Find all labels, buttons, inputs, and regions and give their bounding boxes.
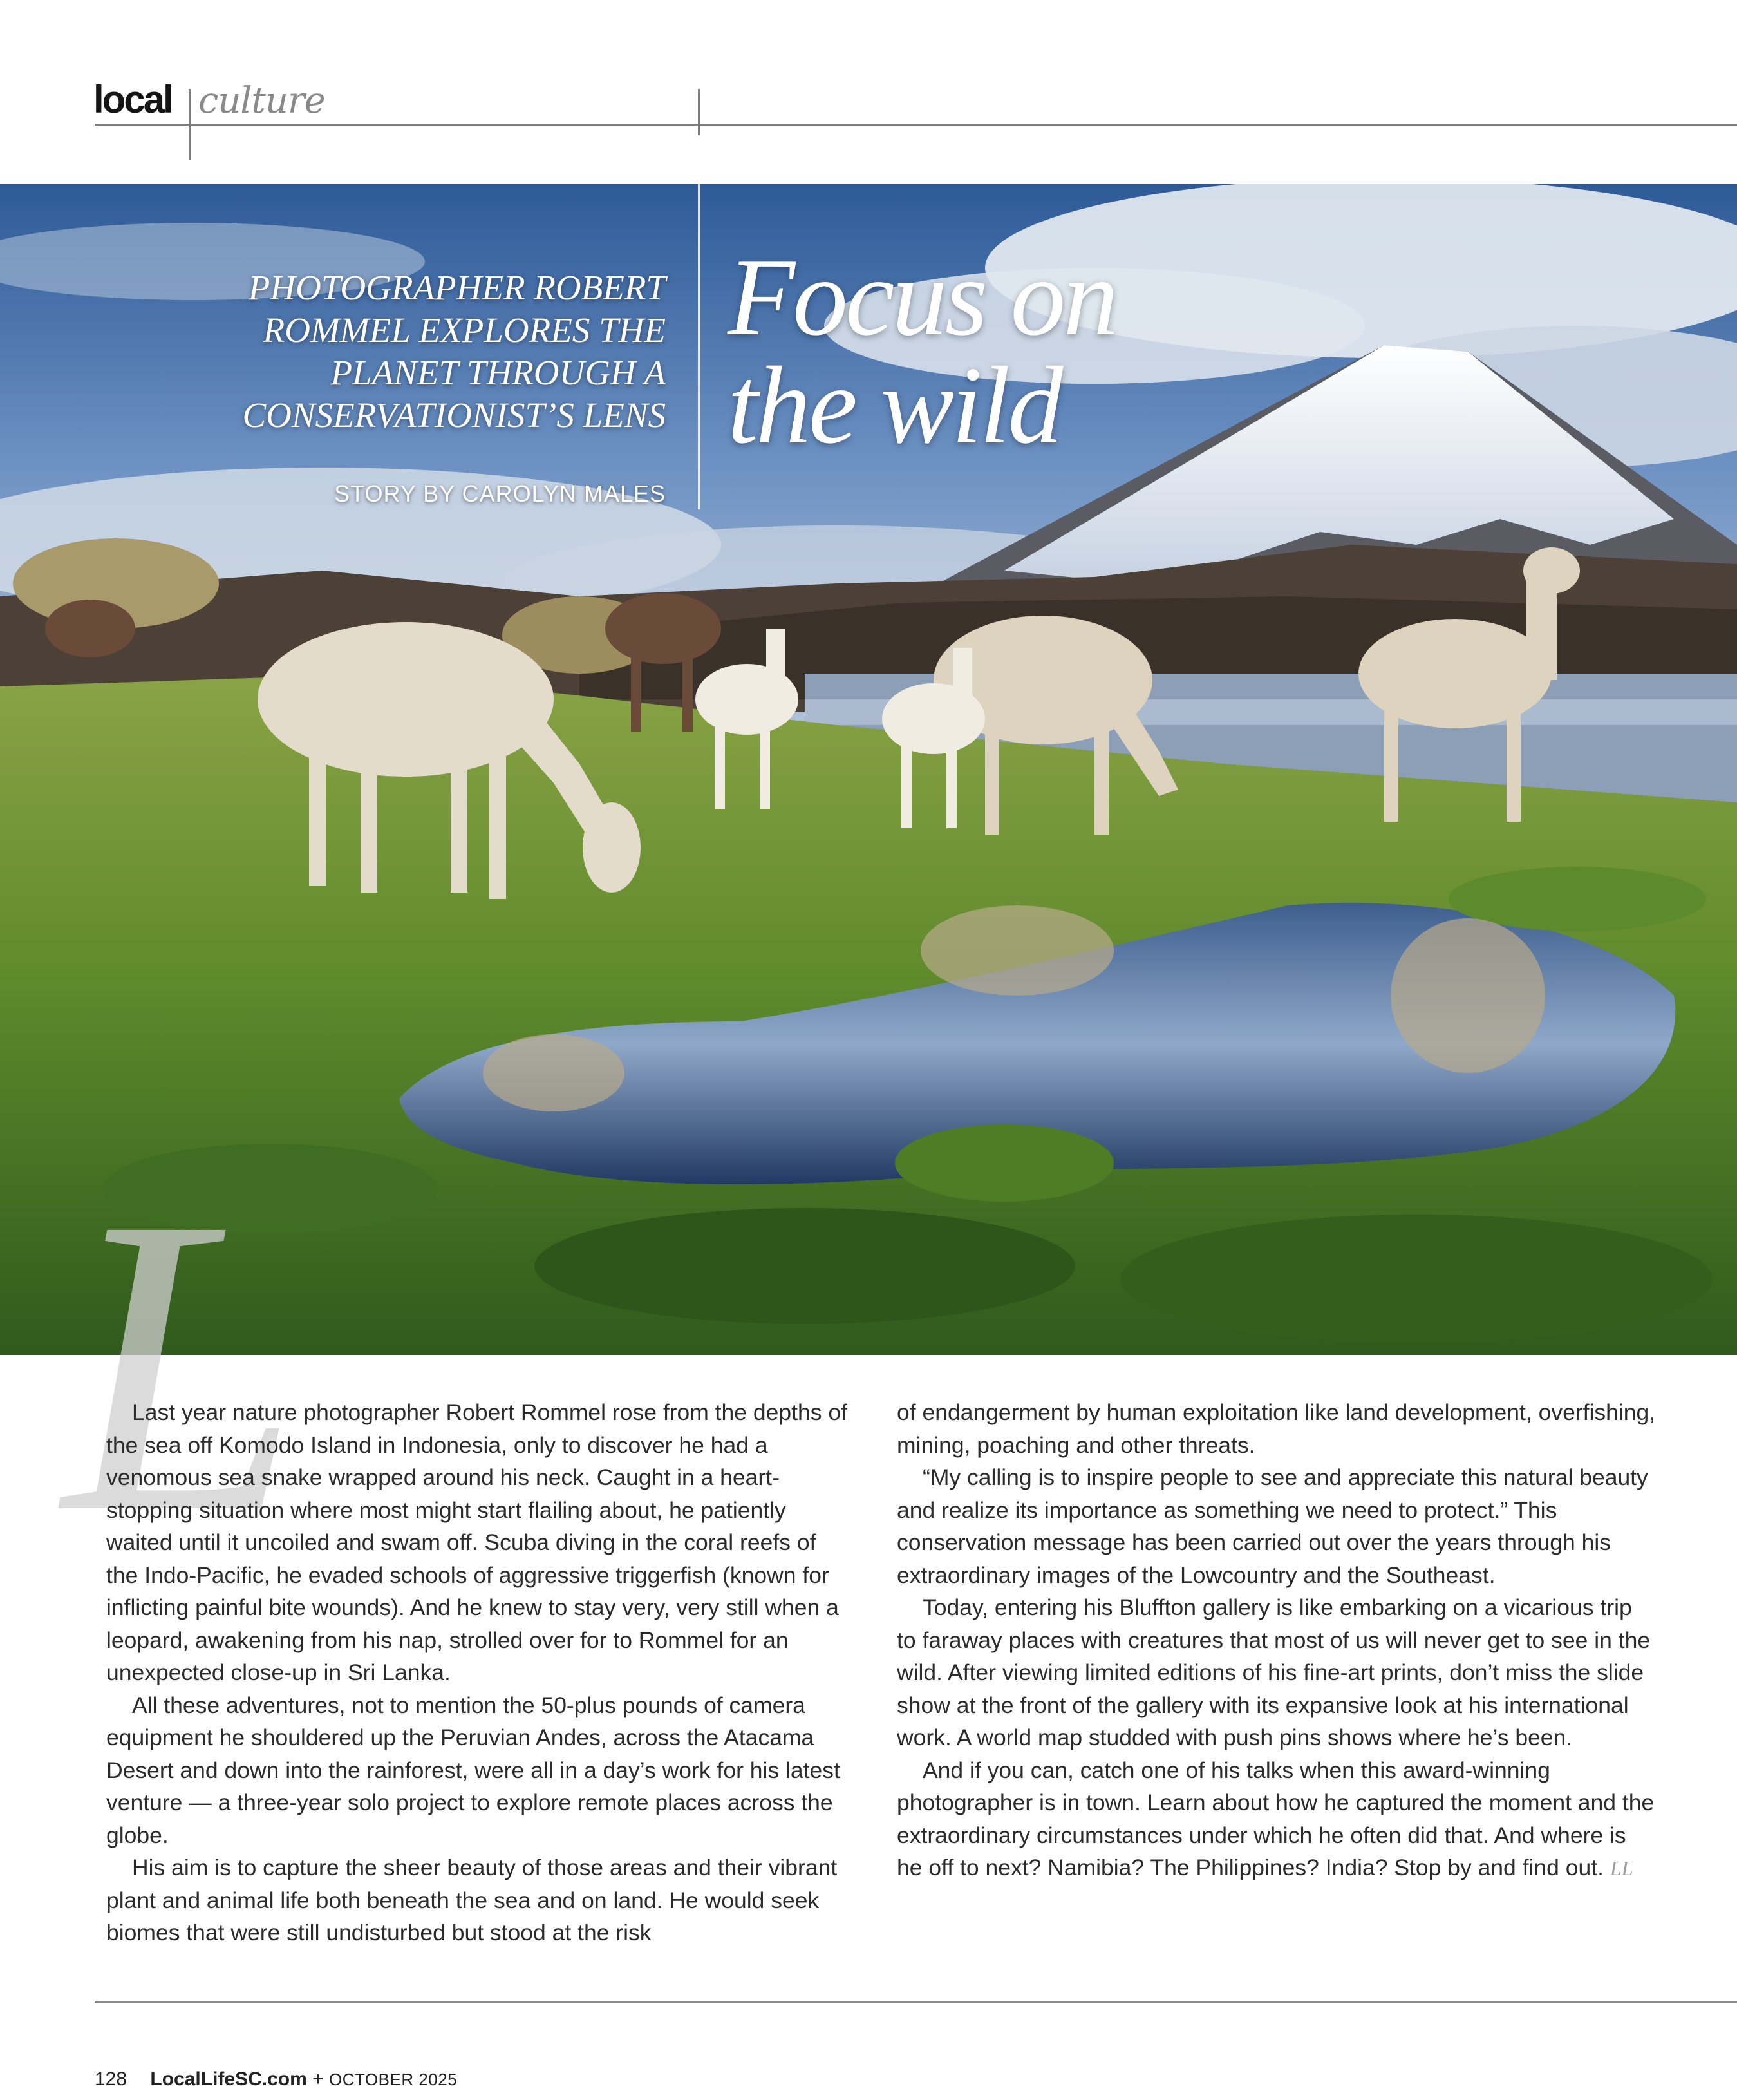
issue-date: OCTOBER 2025 (329, 2070, 458, 2089)
drop-cap: L (63, 1130, 300, 1600)
end-mark: LL (1610, 1857, 1633, 1880)
header-rule (95, 124, 1737, 126)
headline-line-2: the wild (728, 345, 1061, 467)
site-url[interactable]: LocalLifeSC.com (150, 2068, 307, 2090)
header-divider-center (698, 89, 700, 135)
brand-logo: local (93, 78, 172, 121)
hero-divider (698, 184, 700, 509)
section-label: culture (198, 80, 325, 122)
article-deck: PHOTOGRAPHER ROBERT ROMMEL EXPLORES THE PLANET THROUGH A CONSERVATIONIST’S LENS (242, 268, 666, 435)
article-byline: STORY BY CAROLYN MALES (334, 480, 666, 507)
article-paragraph: of endangerment by human exploitation like land development, overfishing, mining, poaching and other threats. (897, 1399, 1656, 1458)
article-paragraph: And if you can, catch one of his talks when this award-winning photographer is in town. Learn about how he captured the moment and the extraordinary circumstances under which he often did that. And where is he off to next? Namibia? The Philippines? India? Stop by and find out. (897, 1757, 1655, 1880)
article-headline (728, 236, 1243, 467)
article-paragraph-final (897, 1754, 1657, 1885)
headline-line-1: Focus on (728, 236, 1116, 359)
article-paragraph: “My calling is to inspire people to see and appreciate this natural beauty and realize its importance as something we need to protect.” This conservation message has been carried out over the years through his extraordinary images of the Lowcountry and the Southeast. (897, 1464, 1648, 1588)
article-column-right (897, 1396, 1657, 1885)
article-column-left (106, 1396, 850, 1949)
page-footer (95, 2068, 457, 2090)
article-paragraph: Last year nature photographer Robert Rommel rose from the depths of the sea off Komodo Island in Indonesia, only to discover he had a venomous sea snake wrapped around his neck. Caught in a heart-stopping situation where most might start flailing about, he patiently waited until it uncoiled and swam off. Scuba diving in the coral reefs of the Indo-Pacific, he evaded schools of aggressive triggerfish (known for inflicting painful bite wounds). And he knew to stay very, very still when a leopard, awakening from his nap, strolled over for to Rommel for an unexpected close-up in Sri Lanka. (106, 1399, 847, 1685)
article-paragraph: His aim is to capture the sheer beauty of those areas and their vibrant plant and animal life both beneath the sea and on land. He would seek biomes that were still undisturbed but stood at the risk (106, 1855, 838, 1945)
footer-rule (95, 2001, 1737, 2003)
page-number: 128 (95, 2068, 127, 2090)
article-paragraph: All these adventures, not to mention the 50-plus pounds of camera equipment he shouldered up the Peruvian Andes, across the Atacama Desert and down into the rainforest, were all in a day’s work for his latest venture — a three-year solo project to explore remote places across the globe. (106, 1692, 840, 1848)
footer-separator: + (312, 2068, 324, 2090)
article-paragraph: Today, entering his Bluffton gallery is like embarking on a vicarious trip to faraway places with creatures that most of us will never get to see in the wild. After viewing limited editions of his fine-art prints, don’t miss the slide show at the front of the gallery with its expansive look at his international work. A world map studded with push pins shows where he’s been. (897, 1594, 1651, 1750)
